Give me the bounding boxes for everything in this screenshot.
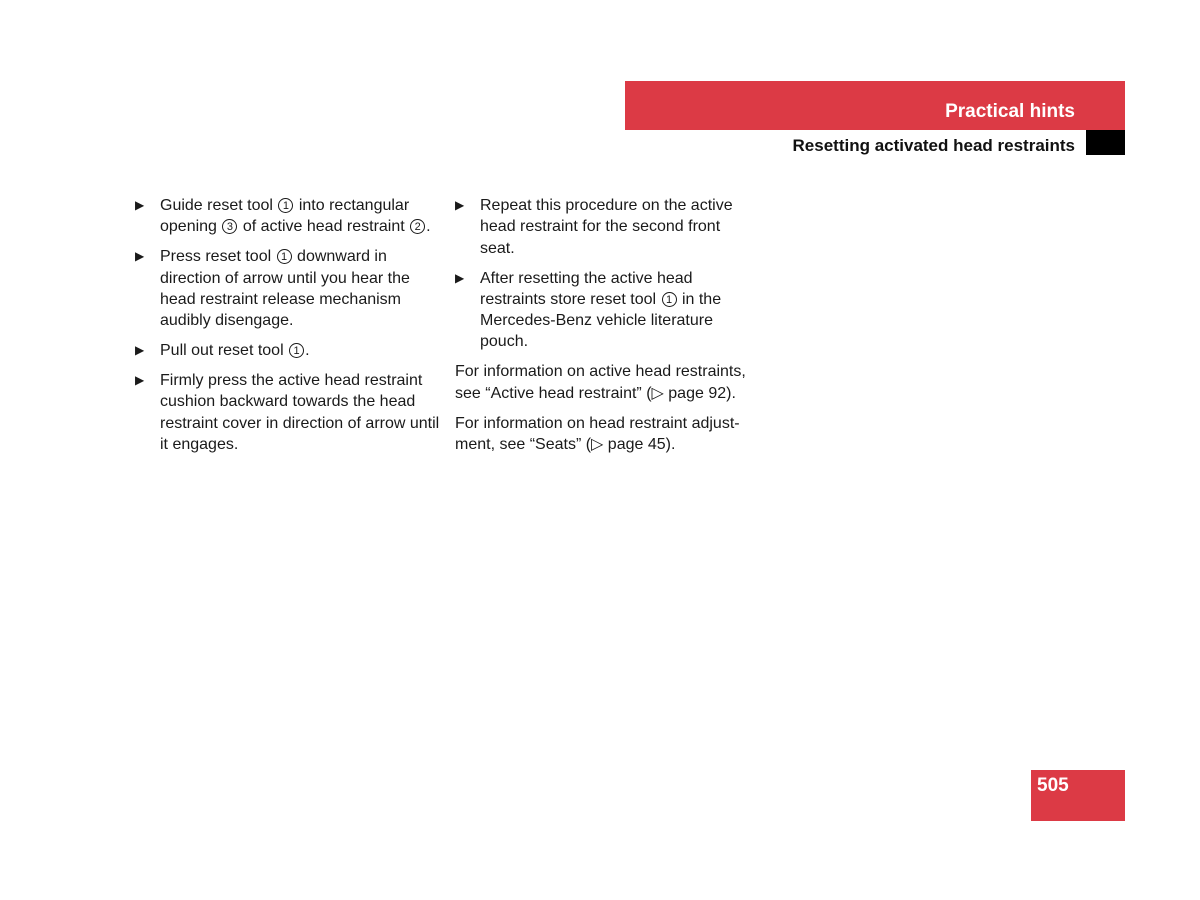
instruction-step: ▶ Press reset tool 1 downward in direction of arrow until you hear the head restraint release mechanism audibly disengage. <box>135 248 410 330</box>
bullet-arrow-icon: ▶ <box>455 198 465 212</box>
bullet-arrow-icon: ▶ <box>455 270 465 285</box>
thumb-tab-marker <box>1086 130 1125 155</box>
bullet-arrow-icon: ▶ <box>135 198 145 212</box>
cross-reference-paragraph: For information on head restraint adjust-ment, see “Seats” (▷ page 45). <box>455 414 740 454</box>
section-title: Practical hints <box>945 101 1075 122</box>
left-column <box>135 195 440 464</box>
instruction-step: ▶ Pull out reset tool 1 . <box>135 340 440 361</box>
callout-number-1: 1 <box>289 343 304 358</box>
bullet-arrow-icon: ▶ <box>135 249 145 264</box>
page-number: 505 <box>1037 775 1069 796</box>
callout-number-1: 1 <box>662 292 677 307</box>
callout-number-2: 2 <box>410 219 425 234</box>
instruction-step: ▶ Firmly press the active head restraint cushion backward towards the head restraint cover in direction of arrow until it engages. <box>135 372 440 454</box>
instruction-step: ▶ After resetting the active head restraints store reset tool 1 in the Mercedes-Benz vehicle literature pouch. <box>455 269 722 351</box>
bullet-arrow-icon: ▶ <box>135 373 145 388</box>
instruction-step: ▶ Guide reset tool 1 into rectangular opening 3 of active head restraint 2 . <box>135 197 431 236</box>
bullet-arrow-icon: ▶ <box>135 343 145 358</box>
right-column <box>455 195 755 464</box>
callout-number-1: 1 <box>278 198 293 213</box>
subsection-title: Resetting activated head restraints <box>792 136 1075 155</box>
instruction-step: ▶ Repeat this procedure on the active head restraint for the second front seat. <box>455 197 733 257</box>
callout-number-1: 1 <box>277 249 292 264</box>
callout-number-3: 3 <box>222 219 237 234</box>
cross-reference-paragraph: For information on active head restraints, see “Active head restraint” (▷ page 92). <box>455 363 746 402</box>
